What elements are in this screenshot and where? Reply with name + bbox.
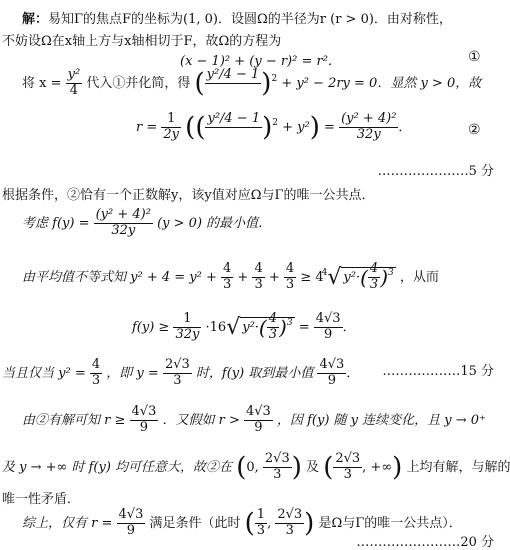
score-15: ………………15 分 [382, 364, 494, 379]
quadratic-result: + y² − 2ry = 0．显然 y > 0，故 [281, 75, 482, 91]
uniqueness-line: 唯一性矛盾． [2, 492, 81, 507]
line-1-text: 易知Γ的焦点F的坐标为(1, 0)．设圆Ω的半径为r (r > 0)．由对称性， [48, 12, 452, 27]
substitution-line: 将 x = $\frac{\text{y²}}{4}$ 代入①并化简，得 ( y²/4 − 1 )$^2$ + y² − 2ry = 0．显然 y > 0，故 [22, 67, 482, 99]
contradiction-line-2: 及 y → +∞ 时 f(y) 均可任意大，故②在 (0, $\frac{2√3}{3}$ ) 及 ( $\frac{2√3}{3}$ , +∞) 上均有解，与解的 [2, 451, 510, 483]
score-5: …………………5 分 [377, 164, 494, 179]
score-20: ……………………20 分 [356, 535, 494, 550]
simplify-text: 代入①并化简，得 [86, 75, 191, 91]
contradiction-line-1: 由②有解可知 r ≥ $\frac{4√3}{9}$ ．又假如 r > $\frac{4√3}{9}$ ，因 f(y) 随 y 连续变化，且 y → 0⁺ [22, 404, 486, 435]
conclusion-line: 综上，仅有 r = $\frac{4√3}{9}$ 满足条件（此时 ( $\frac{1}{3}$ , $\frac{2√3}{3}$ ) 是Ω与Γ的唯一公共点）． [22, 507, 462, 539]
fraction-y2-over-4: $\frac{\text{y²}}{4}$ [67, 67, 81, 98]
solution-line-2: 不妨设Ω在x轴上方与x轴相切于F，故Ω的方程为 [2, 34, 282, 49]
equation-marker-2: ② [468, 122, 481, 138]
circle-equation: (x − 1)² + (y − r)² = r²． [180, 54, 341, 69]
fraction-y2-over4-minus1: y²/4 − 1 [206, 67, 260, 82]
substitute-text: 将 x = [22, 75, 62, 91]
lower-bound-line: f(y) ≥ $\frac{1}{32y}$ ·16√ y²·( $\frac{4}{3}$ )$^3$ = $\frac{4√3}{9}$ ． [132, 311, 356, 342]
solution-line-7: 根据条件，②恰有一个正数解y，该y值对应Ω与Γ的唯一公共点． [2, 188, 375, 203]
solution-line-1 [22, 8, 452, 27]
equation-marker-1: ① [468, 49, 481, 65]
solution-label: 解： [22, 12, 49, 27]
function-definition: 考虑 f(y) = $\frac{\text{(y² + 4)²}}{32y}$ (y > 0) 的最小值． [22, 207, 272, 238]
equality-condition: 当且仅当 y² = $\frac{4}{3}$ ，即 y = $\frac{2√3}{3}$ 时，f(y) 取到最小值 $\frac{4√3}{9}$ ． [2, 357, 360, 388]
am-gm-line: 由平均值不等式知 y² + 4 = y² + $\frac{4}{3}$ + $\frac{4}{3}$ + $\frac{4}{3}$ ≥ $4^4√$ y²·( $\frac{4}{3}$ )$^3$ ，从而 [22, 261, 439, 292]
radius-formula: r = $\frac{1}{2y}$ (( y²/4 − 1 )$^2$ + y²) = $\frac{\text{(y² + 4)²}}{32y}$ ． [136, 111, 412, 143]
